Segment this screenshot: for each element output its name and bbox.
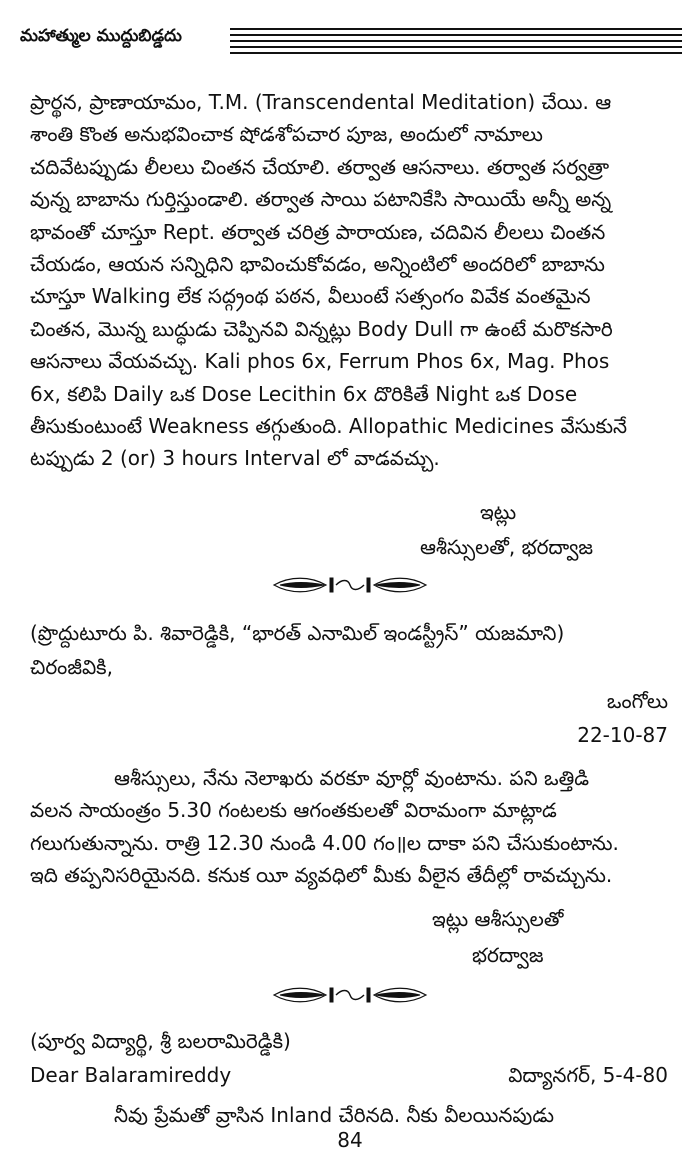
text-line: చదివేటప్పుడు లీలలు చింతన చేయాలి. తర్వాత ఆసనాలు. తర్వాత సర్వత్రా bbox=[30, 154, 610, 179]
letter2-signature: భరద్వాజ bbox=[472, 943, 544, 967]
text-line: గలుగుతున్నాను. రాత్రి 12.30 నుండి 4.00 గం॥ల దాకా పని చేసుకుంటాను. bbox=[30, 830, 619, 855]
text-line: వలన సాయంత్రం 5.30 గంటలకు ఆగంతకులతో విరామంగా మాట్లాడ bbox=[30, 798, 557, 823]
text-line: చూస్తూ Walking లేక సద్గ్రంథ పఠన, వీలుంటే సత్సంగం వివేక వంతమైన bbox=[30, 284, 591, 309]
letter3-recipient: (పూర్వ విద్యార్థి, శ్రీ బలరామిరెడ్డికి) bbox=[30, 1029, 291, 1053]
header-rules bbox=[230, 28, 682, 58]
letter1-body bbox=[30, 86, 670, 475]
letter2-date: 22-10-87 bbox=[577, 723, 668, 747]
page-number: 84 bbox=[337, 1128, 363, 1152]
book-title: మహాత్ముల ముద్దుబిడ్డదు bbox=[20, 26, 182, 46]
ornament-divider bbox=[270, 574, 430, 596]
text-line: ఆశీస్సులు, నేను నెలాఖరు వరకూ వూర్లో వుంటాను. పని ఒత్తిడి bbox=[114, 766, 590, 790]
text-line: తీసుకుంటుంటే Weakness తగ్గుతుంది. Allopathic Medicines వేసుకునే bbox=[30, 414, 628, 439]
text-line: శాంతి కొంత అనుభవించాక షోడశోపచార పూజ, అందులో నామాలు bbox=[30, 122, 543, 147]
text-line: చేయడం, ఆయన సన్నిధిని భావించుకోవడం, అన్నింటిలో అందరిలో బాబాను bbox=[30, 252, 605, 277]
text-line: టప్పుడు 2 (or) 3 hours Interval లో వాడవచ్చు. bbox=[30, 446, 440, 471]
text-line: 6x, కలిపి Daily ఒక Dose Lecithin 6x దొరికితే Night ఒక Dose bbox=[30, 381, 578, 406]
letter1-signature: ఆశీస్సులతో, భరద్వాజ bbox=[420, 535, 594, 559]
letter3-salutation: Dear Balaramireddy bbox=[30, 1063, 232, 1087]
letter2-body bbox=[30, 762, 670, 892]
text-line: భావంతో చూస్తూ Rept. తర్వాత చరిత్ర పారాయణ, చదివిన లీలలు చింతన bbox=[30, 219, 606, 244]
letter3-first-line: నీవు ప్రేమతో వ్రాసిన Inland చేరినది. నీకు వీలయినపుడు bbox=[114, 1103, 555, 1127]
text-line: ప్రార్థన, ప్రాణాయామం, T.M. (Transcendental Meditation) చేయి. ఆ bbox=[30, 90, 612, 114]
letter2-paragraph bbox=[30, 762, 670, 892]
text-line: ఆసనాలు వేయవచ్చు. Kali phos 6x, Ferrum Phos 6x, Mag. Phos bbox=[30, 349, 610, 374]
text-line: చింతన, మొన్న బుద్ధుడు చెప్పినవి విన్నట్లు Body Dull గా ఉంటే మరొకసారి bbox=[30, 316, 613, 341]
text-line: వున్న బాబాను గుర్తిస్తుండాలి. తర్వాత సాయి పటానికేసి సాయియే అన్నీ అన్న bbox=[30, 187, 612, 212]
letter2-closing: ఇట్లు ఆశీస్సులతో bbox=[432, 907, 564, 931]
letter1-closing: ఇట్లు bbox=[480, 500, 517, 524]
running-header bbox=[18, 24, 682, 58]
ornament-divider bbox=[270, 984, 430, 1006]
letter1-paragraph bbox=[30, 86, 670, 475]
letter2-recipient: (ప్రొద్దుటూరు పి. శివారెడ్డికి, “భారత్ ఎనామిల్ ఇండస్ట్రీస్” యజమాని) bbox=[30, 621, 565, 645]
letter3-place-date: విద్యానగర్, 5-4-80 bbox=[508, 1063, 668, 1087]
letter2-place: ఒంగోలు bbox=[606, 689, 668, 713]
letter2-salutation: చిరంజీవికి, bbox=[30, 655, 113, 679]
text-line: ఇది తప్పనిసరియైనది. కనుక యీ వ్యవధిలో మీకు వీలైన తేదీల్లో రావచ్చును. bbox=[30, 863, 613, 888]
